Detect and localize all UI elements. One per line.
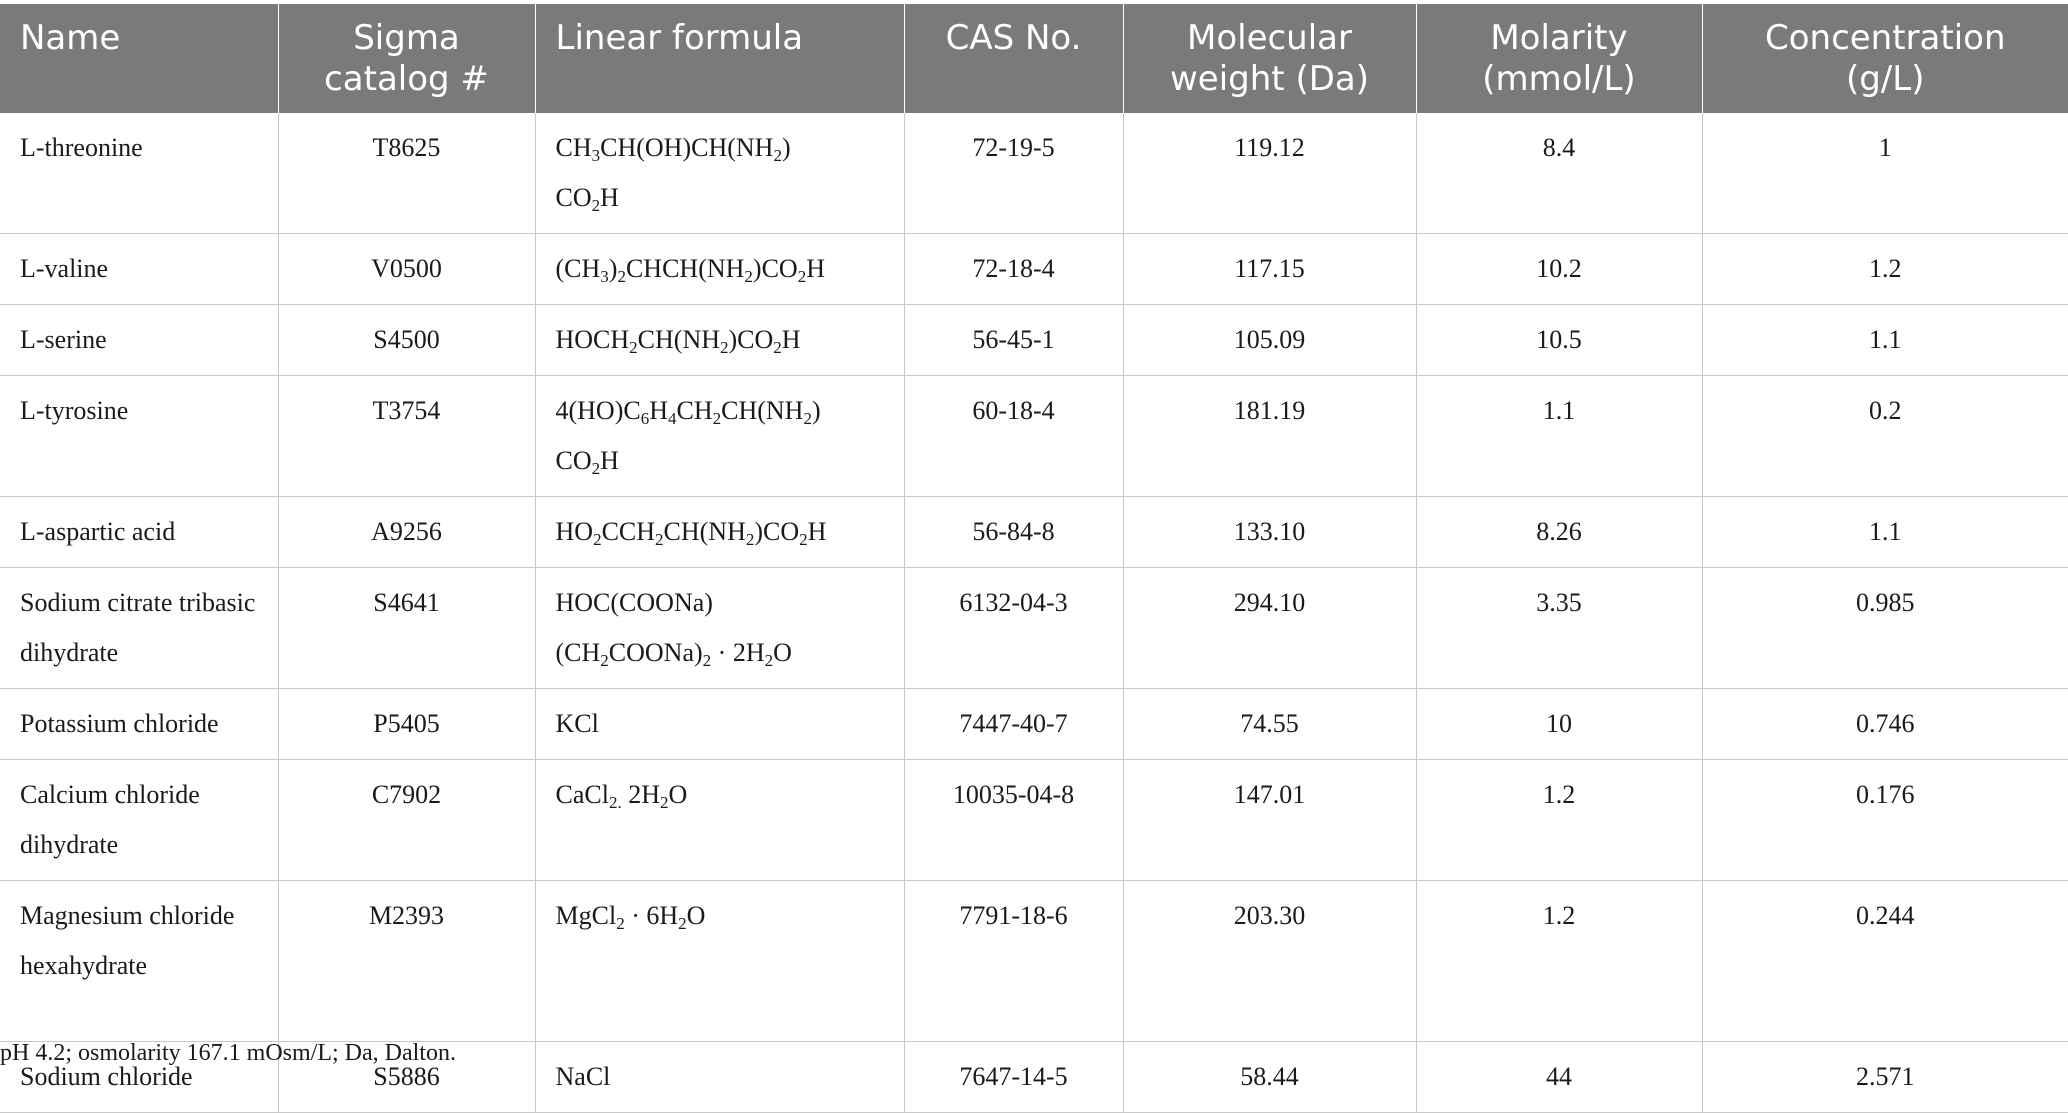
cell-molecular-weight: 133.10 [1123,497,1416,568]
cell-molarity: 10.2 [1416,234,1702,305]
formula-text: ) [608,254,618,283]
formula-subscript: 2 [799,530,808,549]
cell-formula [535,1042,904,1113]
formula-subscript: 2 [745,530,755,549]
formula-text: O [686,901,706,930]
cell-cas: 72-18-4 [904,234,1123,305]
cell-catalog: C7902 [278,760,535,881]
cell-catalog: P5405 [278,689,535,760]
formula-text: · 6H [624,901,679,930]
formula-text: HO [555,517,594,546]
table-row [0,376,2068,497]
cell-concentration: 1 [1702,113,2068,234]
formula-subscript: 2 [655,530,664,549]
cell-molecular-weight: 58.44 [1123,1042,1416,1113]
cell-name: Sodium chloride [0,1042,278,1113]
cell-molarity: 8.26 [1416,497,1702,568]
formula-text: HOCH [555,325,630,354]
cell-formula [535,881,904,1042]
cell-catalog: M2393 [278,881,535,1042]
cell-catalog: S4500 [278,305,535,376]
formula-text: 2H [621,780,660,809]
formula-text: (CH [555,638,601,667]
formula-subscript: 4 [668,409,677,428]
formula-subscript: 2 [803,409,812,428]
formula-text: MgCl [555,901,617,930]
cell-molarity: 3.35 [1416,568,1702,689]
cell-formula [535,234,904,305]
cell-catalog: S4641 [278,568,535,689]
cell-concentration: 0.244 [1702,881,2068,1042]
cell-catalog: V0500 [278,234,535,305]
cell-molecular-weight: 294.10 [1123,568,1416,689]
formula-text: NaCl [555,1062,611,1091]
formula-text: H [600,446,619,475]
formula-text: )CO [752,254,798,283]
formula-text: HOC(COONa) [555,588,713,617]
formula-text: ) [811,396,821,425]
cell-formula [535,497,904,568]
formula-subscript: 6 [640,409,650,428]
formula-text: O [773,638,792,667]
cell-cas: 56-84-8 [904,497,1123,568]
table-row [0,881,2068,1042]
cell-name: Sodium citrate tribasic dihydrate [0,568,278,689]
formula-subscript: 3 [591,146,601,165]
cell-name: Potassium chloride [0,689,278,760]
cell-formula [535,305,904,376]
formula-text: COONa) [608,638,703,667]
table-row [0,305,2068,376]
cell-molarity: 44 [1416,1042,1702,1113]
cell-molecular-weight: 105.09 [1123,305,1416,376]
cell-name: L-valine [0,234,278,305]
cell-molarity: 10.5 [1416,305,1702,376]
cell-cas: 72-19-5 [904,113,1123,234]
table-row [0,113,2068,234]
formula-subscript: 2 [773,146,782,165]
cell-formula [535,760,904,881]
formula-text: O [668,780,688,809]
cell-cas: 7447-40-7 [904,689,1123,760]
formula-subscript: 2 [591,459,601,478]
formula-subscript: 2 [591,196,601,215]
formula-subscript: 2 [593,530,602,549]
cell-catalog: A9256 [278,497,535,568]
formula-text: )CO [728,325,774,354]
formula-subscript: 2 [720,338,729,357]
header-name: Name [0,4,278,113]
cell-concentration: 0.2 [1702,376,2068,497]
cell-concentration: 1.2 [1702,234,2068,305]
cell-molecular-weight: 147.01 [1123,760,1416,881]
cell-cas: 7791-18-6 [904,881,1123,1042]
cell-concentration: 1.1 [1702,305,2068,376]
formula-subscript: 2 [764,651,774,670]
header-sigma-catalog: Sigma catalog # [278,4,535,113]
cell-cas: 7647-14-5 [904,1042,1123,1113]
header-concentration: Concentration (g/L) [1702,4,2068,113]
formula-text: H [781,325,801,354]
cell-molecular-weight: 181.19 [1123,376,1416,497]
formula-text: 4(HO)C [555,396,641,425]
table-row [0,568,2068,689]
reagent-table [0,4,2068,1113]
formula-text: CaCl [555,780,609,809]
cell-molecular-weight: 119.12 [1123,113,1416,234]
header-cas-no: CAS No. [904,4,1123,113]
formula-text: CH [676,396,713,425]
formula-subscript: 2 [773,338,782,357]
cell-formula [535,689,904,760]
formula-text: H [649,396,668,425]
cell-catalog: T8625 [278,113,535,234]
header-molarity: Molarity (mmol/L) [1416,4,1702,113]
formula-text: CCH [601,517,656,546]
cell-concentration: 0.746 [1702,689,2068,760]
cell-formula [535,376,904,497]
cell-name: Calcium chloride dihydrate [0,760,278,881]
cell-molarity: 10 [1416,689,1702,760]
formula-text: (CH [555,254,601,283]
cell-molarity: 1.1 [1416,376,1702,497]
cell-cas: 6132-04-3 [904,568,1123,689]
cell-name: L-threonine [0,113,278,234]
table-footnote: pH 4.2; osmolarity 167.1 mOsm/L; Da, Dalton. [0,1040,456,1066]
cell-molecular-weight: 74.55 [1123,689,1416,760]
formula-subscript: 3 [600,267,609,286]
cell-cas: 10035-04-8 [904,760,1123,881]
reagent-table-container [0,4,2068,1113]
cell-name: Magnesium chloride hexahydrate [0,881,278,1042]
formula-subscript: 2 [659,793,669,812]
table-row [0,689,2068,760]
cell-concentration: 2.571 [1702,1042,2068,1113]
cell-molarity: 8.4 [1416,113,1702,234]
formula-subscript: 2 [678,914,687,933]
table-row [0,497,2068,568]
formula-text: CH(OH)CH(NH [600,133,774,162]
formula-subscript: 2 [629,338,638,357]
formula-subscript: 2 [744,267,753,286]
formula-text: )CO [754,517,800,546]
formula-subscript: 2 [600,651,609,670]
formula-text: H [600,183,619,212]
formula-text: CO [555,446,592,475]
formula-text: · 2H [711,638,765,667]
cell-molecular-weight: 117.15 [1123,234,1416,305]
header-molecular-weight: Molecular weight (Da) [1123,4,1416,113]
formula-subscript: 2. [608,793,622,812]
cell-concentration: 0.176 [1702,760,2068,881]
cell-cas: 60-18-4 [904,376,1123,497]
formula-text: CH [555,133,592,162]
table-header-row [0,4,2068,113]
cell-name: L-tyrosine [0,376,278,497]
formula-subscript: 2 [702,651,712,670]
cell-name: L-serine [0,305,278,376]
formula-text: H [807,517,827,546]
formula-text: CH(NH [637,325,721,354]
header-linear-formula: Linear formula [535,4,904,113]
cell-formula [535,113,904,234]
cell-cas: 56-45-1 [904,305,1123,376]
cell-catalog: T3754 [278,376,535,497]
formula-text: CHCH(NH [625,254,745,283]
formula-subscript: 2 [616,914,625,933]
formula-text: ) [781,133,791,162]
cell-formula [535,568,904,689]
cell-name: L-aspartic acid [0,497,278,568]
formula-text: CH(NH [663,517,746,546]
cell-molecular-weight: 203.30 [1123,881,1416,1042]
formula-text: KCl [555,709,599,738]
formula-subscript: 2 [617,267,626,286]
cell-catalog: S5886 [278,1042,535,1113]
formula-text: CH(NH [721,396,804,425]
cell-concentration: 0.985 [1702,568,2068,689]
formula-text: H [806,254,825,283]
table-row [0,760,2068,881]
table-row [0,234,2068,305]
formula-subscript: 2 [712,409,722,428]
formula-text: CO [555,183,592,212]
cell-molarity: 1.2 [1416,881,1702,1042]
cell-molarity: 1.2 [1416,760,1702,881]
cell-concentration: 1.1 [1702,497,2068,568]
formula-subscript: 2 [797,267,807,286]
